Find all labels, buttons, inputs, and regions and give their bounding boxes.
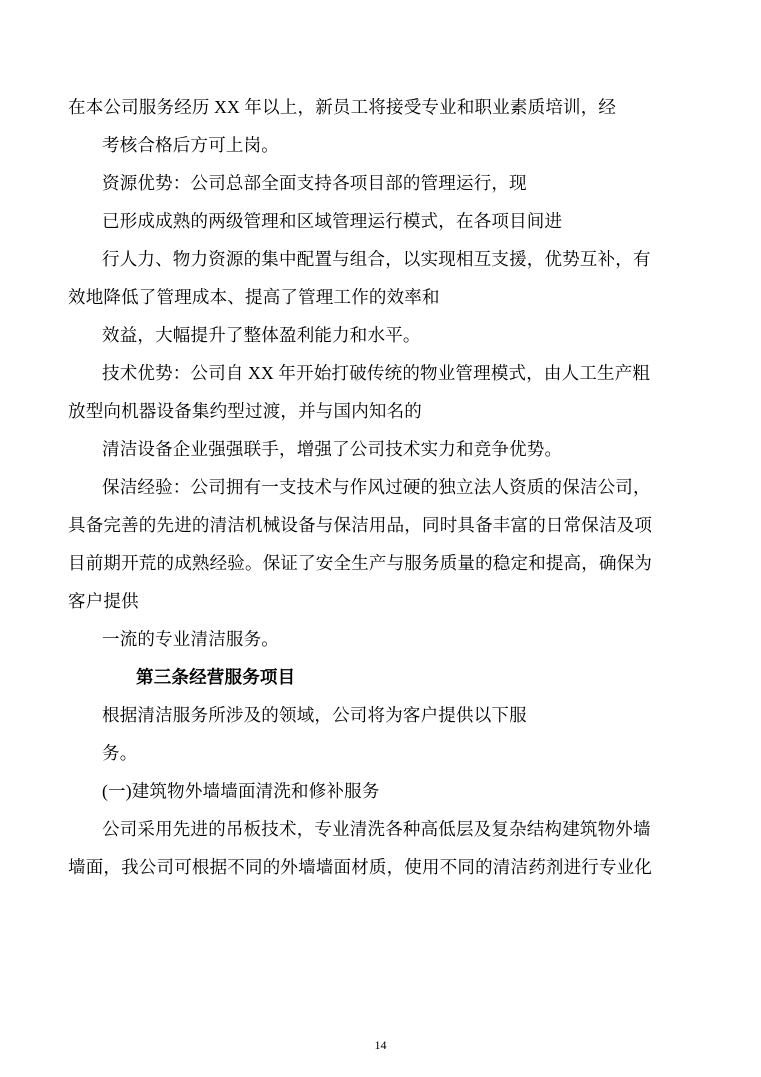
paragraph-12: 具备完善的先进的清洁机械设备与保洁用品，同时具备丰富的日常保洁及项: [68, 515, 653, 535]
paragraph-17: 务。: [102, 743, 138, 763]
document-body: [68, 88, 693, 886]
paragraph-10: 清洁设备企业强强联手，增强了公司技术实力和竞争优势。: [102, 439, 563, 459]
paragraph-14: 客户提供: [68, 591, 139, 611]
paragraph-19: 公司采用先进的吊板技术，专业清洗各种高低层及复杂结构建筑物外墙: [102, 819, 651, 839]
paragraph-5: 行人力、物力资源的集中配置与组合，以实现相互支援，优势互补，有: [102, 249, 651, 269]
page-number: 14: [374, 1038, 387, 1052]
paragraph-3: 资源优势：公司总部全面支持各项目部的管理运行，现: [102, 173, 527, 193]
paragraph-1: 在本公司服务经历 XX 年以上，新员工将接受专业和职业素质培训，经: [68, 97, 617, 117]
paragraph-8: 技术优势：公司自 XX 年开始打破传统的物业管理模式，由人工生产粗: [102, 363, 651, 383]
paragraph-15: 一流的专业清洁服务。: [102, 629, 279, 649]
section-heading: 第三条经营服务项目: [136, 667, 296, 687]
paragraph-13: 目前期开荒的成熟经验。保证了安全生产与服务质量的稳定和提高，确保为: [68, 553, 653, 573]
paragraph-6: 效地降低了管理成本、提高了管理工作的效率和: [68, 287, 440, 307]
paragraph-11: 保洁经验：公司拥有一支技术与作风过硬的独立法人资质的保洁公司，: [102, 477, 651, 497]
paragraph-20: 墙面，我公司可根据不同的外墙墙面材质，使用不同的清洁药剂进行专业化: [68, 857, 653, 877]
paragraph-4: 已形成成熟的两级管理和区域管理运行模式，在各项目间进: [102, 211, 563, 231]
paragraph-2: 考核合格后方可上岗。: [102, 135, 279, 155]
paragraph-16: 根据清洁服务所涉及的领域，公司将为客户提供以下服: [102, 705, 527, 725]
paragraph-9: 放型向机器设备集约型过渡，并与国内知名的: [68, 401, 422, 421]
paragraph-18: (一)建筑物外墙墙面清洗和修补服务: [102, 781, 380, 801]
paragraph-7: 效益，大幅提升了整体盈利能力和水平。: [102, 325, 421, 345]
